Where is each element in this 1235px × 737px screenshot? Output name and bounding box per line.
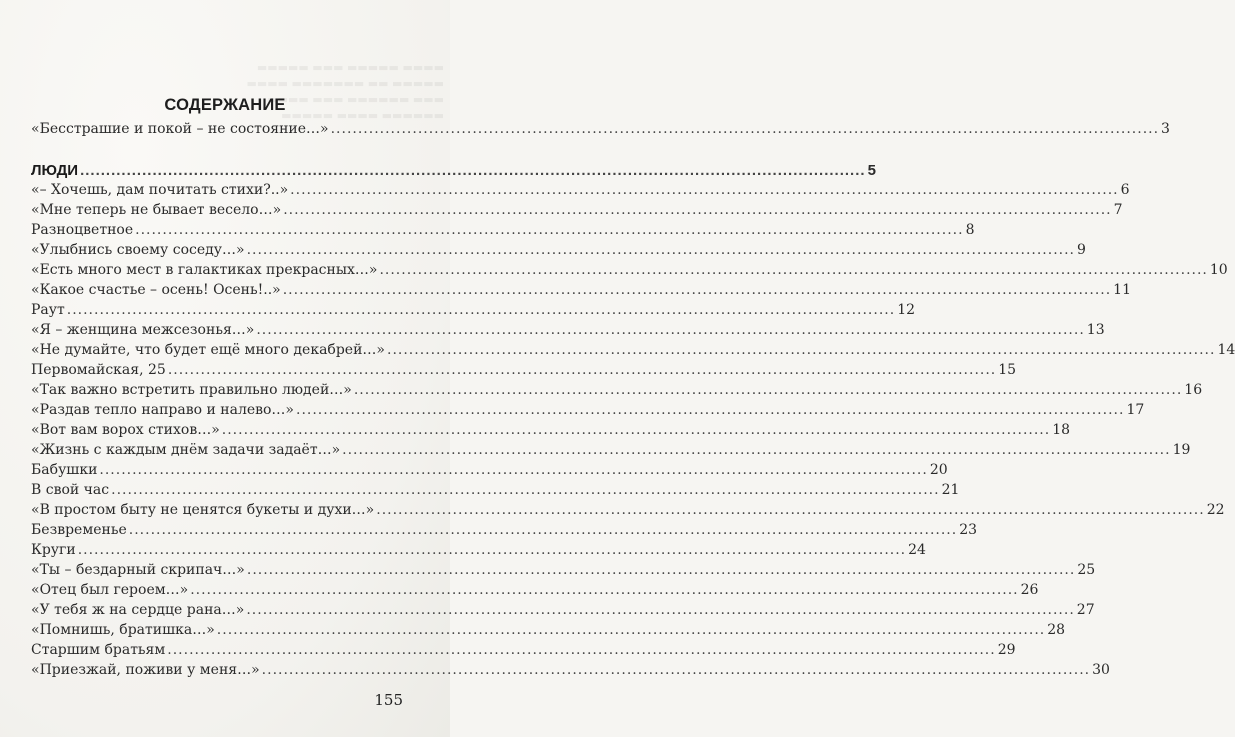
toc-entry (31, 302, 916, 322)
toc-entry-title: Бабушки (31, 462, 98, 478)
dot-leader (135, 222, 963, 238)
dot-leader (190, 582, 1018, 598)
toc-entry-page: 7 (1113, 202, 1123, 218)
dot-leader (67, 302, 895, 318)
dot-leader (167, 642, 995, 658)
dot-leader (247, 242, 1075, 258)
section-page: 5 (867, 162, 876, 179)
toc-entry-page: 15 (998, 362, 1017, 378)
toc-entry-title: «– Хочешь, дам почитать стихи?..» (31, 182, 289, 198)
toc-entry-page: 26 (1020, 582, 1039, 598)
dot-leader (296, 402, 1124, 418)
toc-entry-title: «Бесстрашие и покой – не состояние…» (31, 121, 329, 137)
dot-leader (379, 262, 1207, 278)
toc-entry-title: Старшим братьям (31, 642, 166, 658)
dot-leader (376, 502, 1204, 518)
toc-entry-page: 28 (1047, 622, 1066, 638)
toc-entry (31, 582, 1039, 602)
dot-leader (342, 442, 1170, 458)
dot-leader (80, 162, 865, 179)
dot-leader (283, 282, 1111, 298)
toc-entry-page: 9 (1077, 242, 1086, 258)
toc-entry (31, 442, 1191, 462)
toc-entry (31, 562, 1096, 582)
toc-entry (31, 542, 926, 562)
toc-entries-list (31, 182, 1235, 682)
toc-entry-title: Безвременье (31, 522, 127, 538)
dot-leader (290, 182, 1118, 198)
dot-leader (387, 342, 1215, 358)
section-title: ЛЮДИ (31, 162, 79, 179)
toc-entry-page: 21 (941, 482, 960, 498)
toc-entry (31, 662, 1110, 682)
toc-entry-page: 30 (1092, 662, 1110, 678)
toc-entry-title: Круги (31, 542, 76, 558)
toc-entry-title: «Жизнь с каждым днём задачи задаёт…» (31, 442, 341, 458)
toc-entry (31, 642, 1016, 662)
dot-leader (129, 522, 957, 538)
toc-entry-page: 11 (1113, 282, 1131, 298)
toc-entry (31, 602, 1095, 622)
toc-entry-title: Разноцветное (31, 222, 134, 238)
toc-entry-page: 27 (1076, 602, 1095, 618)
toc-entry-title: «Помнишь, братишка…» (31, 622, 215, 638)
toc-entry-page: 6 (1120, 182, 1130, 198)
toc-entry-title: «Не думайте, что будет ещё много декабрей…» (31, 342, 385, 358)
dot-leader (168, 362, 996, 378)
toc-entry (31, 342, 1235, 362)
toc-entry (31, 382, 1203, 402)
toc-entry-page: 29 (997, 642, 1016, 658)
toc-entry-page: 18 (1052, 422, 1071, 438)
dot-leader (256, 322, 1084, 338)
toc-entry-title: «Отец был героем…» (31, 582, 189, 598)
toc-entry-page: 19 (1172, 442, 1191, 458)
toc-entry (31, 402, 1145, 422)
toc-entry (31, 482, 960, 502)
toc-entry-title: «Какое счастье – осень! Осень!..» (31, 282, 281, 298)
table-of-contents (31, 121, 1235, 682)
toc-entry-title: В свой час (31, 482, 110, 498)
toc-entry (31, 262, 1228, 282)
toc-entry-page: 20 (929, 462, 948, 478)
toc-entry-page: 13 (1086, 322, 1105, 338)
toc-entry (31, 222, 975, 242)
toc-entry-page: 14 (1217, 342, 1235, 358)
page-number: 155 (374, 691, 403, 709)
toc-entry-title: «Так важно встретить правильно людей…» (31, 382, 352, 398)
toc-entry (31, 242, 1086, 262)
toc-entry-page: 17 (1126, 402, 1145, 418)
toc-entry-preface (31, 121, 1170, 141)
toc-entry-title: «В простом быту не ценятся букеты и духи…» (31, 502, 375, 518)
dot-leader (262, 662, 1090, 678)
toc-entry-page: 8 (965, 222, 975, 238)
dot-leader (331, 121, 1159, 137)
dot-leader (217, 622, 1045, 638)
toc-entry-title: «У тебя ж на сердце рана…» (31, 602, 245, 618)
toc-entry-page: 24 (908, 542, 926, 558)
toc-entry-title: «Приезжай, поживи у меня…» (31, 662, 260, 678)
dot-leader (78, 542, 906, 558)
toc-entry (31, 202, 1123, 222)
toc-entry-page: 23 (959, 522, 978, 538)
toc-entry-page: 12 (897, 302, 916, 318)
toc-entry-page: 22 (1206, 502, 1225, 518)
bleed-through-text: ▬▬▬▬ ▬▬▬▬▬ ▬▬▬ ▬▬▬▬▬ ▬▬▬▬▬ ▬▬ ▬▬▬▬▬▬▬ ▬▬▬▬ ▬▬▬ ▬▬▬▬▬▬ ▬▬▬ ▬▬▬▬ ▬▬▬▬▬▬ ▬▬▬▬ ▬▬▬▬▬ (246, 61, 444, 122)
toc-title: СОДЕРЖАНИЕ (164, 96, 286, 114)
dot-leader (354, 382, 1182, 398)
toc-entry (31, 522, 978, 542)
toc-entry (31, 502, 1225, 522)
dot-leader (111, 482, 939, 498)
toc-entry-page: 25 (1077, 562, 1096, 578)
dot-leader (283, 202, 1111, 218)
toc-entry-title: «Раздав тепло направо и налево…» (31, 402, 294, 418)
toc-section-heading (31, 162, 876, 182)
toc-entry-title: «Мне теперь не бывает весело…» (31, 202, 282, 218)
toc-entry-title: «Ты – бездарный скрипач…» (31, 562, 245, 578)
toc-entry-title: «Есть много мест в галактиках прекрасных…» (31, 262, 378, 278)
toc-entry-page: 10 (1209, 262, 1228, 278)
toc-entry-page: 16 (1184, 382, 1203, 398)
dot-leader (247, 562, 1075, 578)
toc-entry (31, 362, 1017, 382)
toc-entry (31, 622, 1066, 642)
toc-entry-title: Первомайская, 25 (31, 362, 166, 378)
toc-entry-title: Раут (31, 302, 65, 318)
toc-entry (31, 182, 1130, 202)
section-gap (31, 141, 403, 162)
dot-leader (99, 462, 927, 478)
toc-entry (31, 422, 1071, 442)
toc-entry-title: «Вот вам ворох стихов…» (31, 422, 220, 438)
toc-entry-title: «Я – женщина межсезонья…» (31, 322, 255, 338)
toc-entry (31, 282, 1131, 302)
toc-entry (31, 462, 948, 482)
toc-entry-page: 3 (1161, 121, 1170, 137)
dot-leader (222, 422, 1050, 438)
toc-entry (31, 322, 1105, 342)
dot-leader (246, 602, 1074, 618)
toc-entry-title: «Улыбнись своему соседу…» (31, 242, 245, 258)
